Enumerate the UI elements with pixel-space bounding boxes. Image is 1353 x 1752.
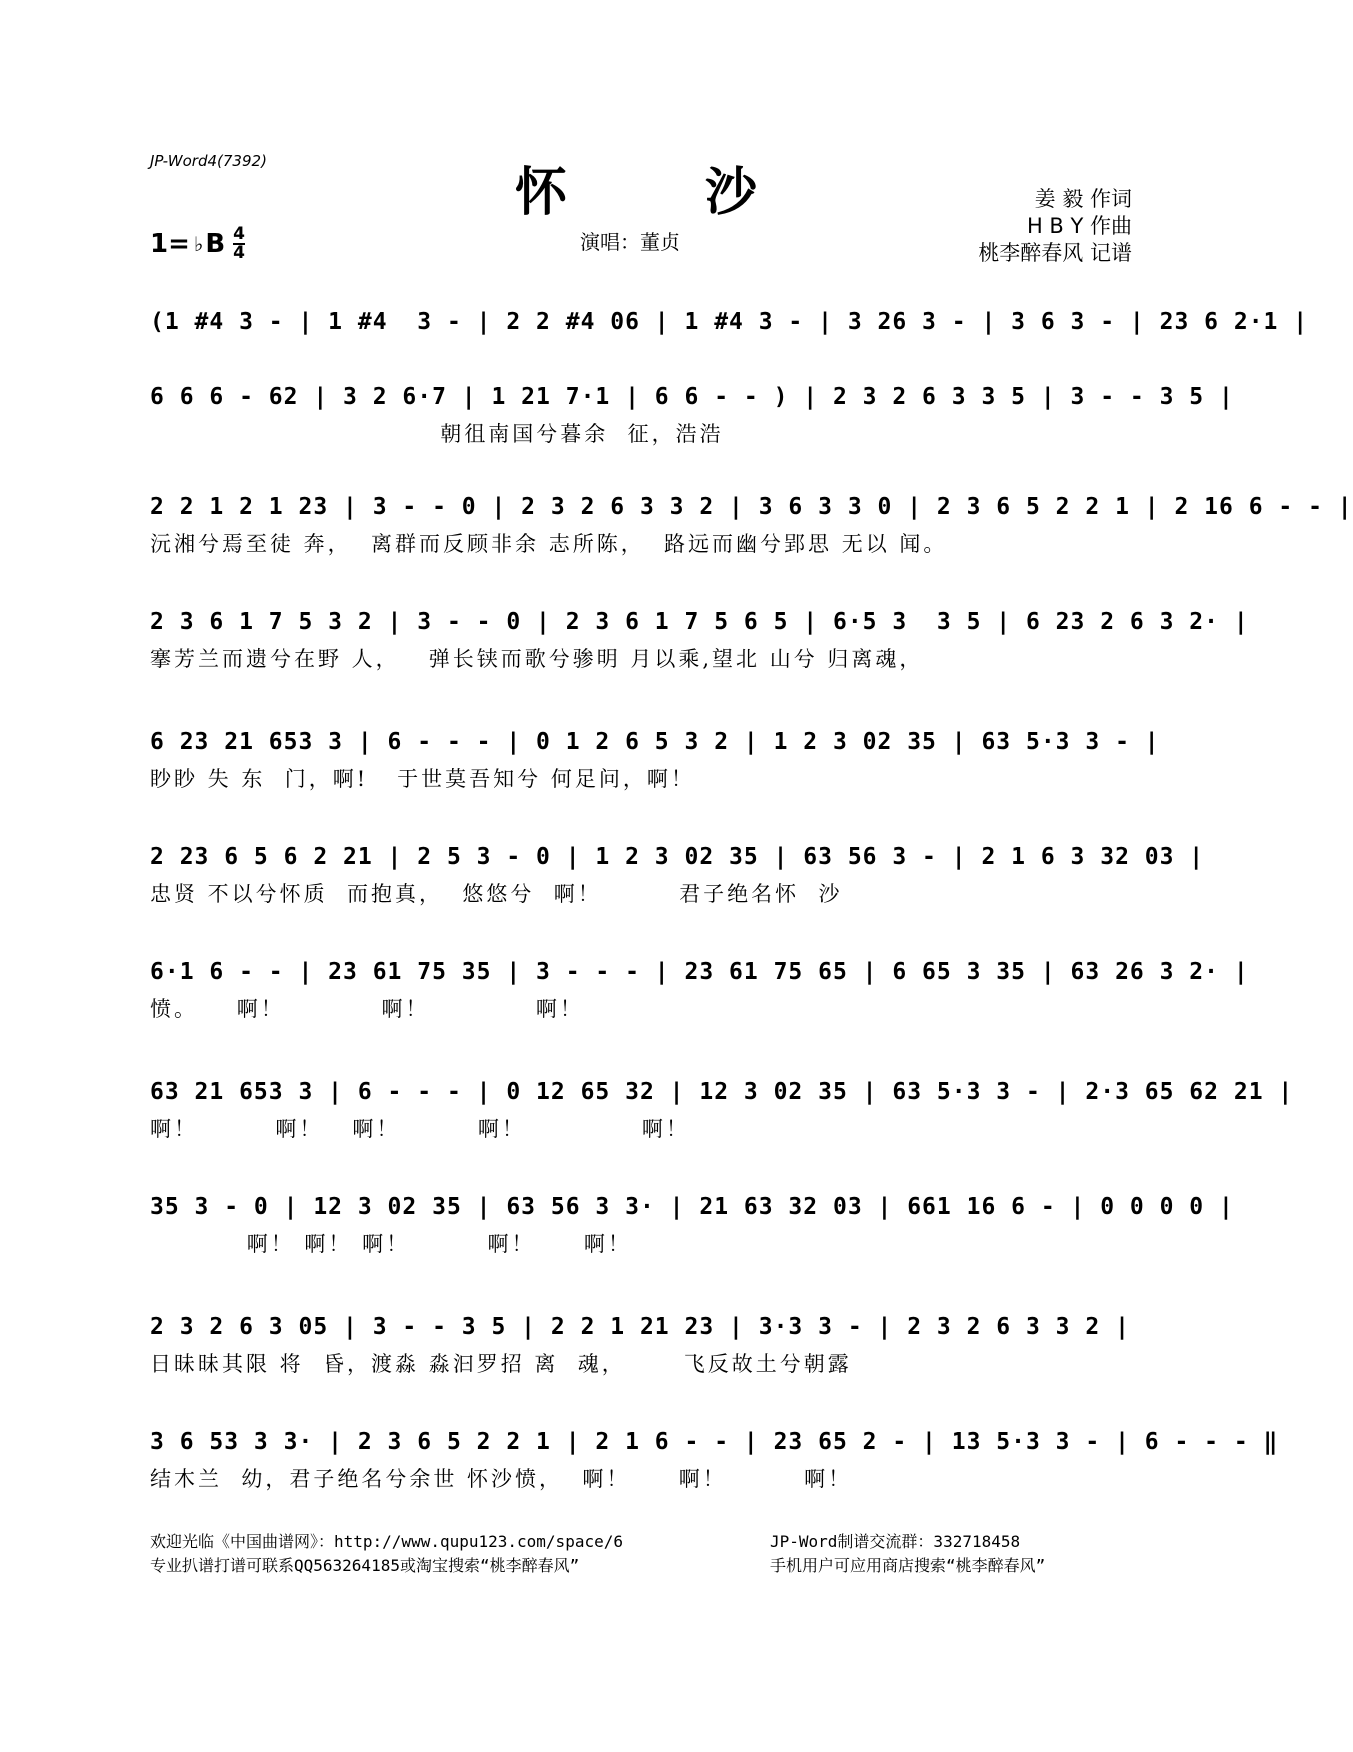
system-5 bbox=[150, 720, 1160, 794]
footer-website[interactable]: 欢迎光临《中国曲谱网》：http://www.qupu123.com/space/6 bbox=[150, 1532, 623, 1551]
flat-sign: ♭ bbox=[193, 232, 204, 256]
system-10 bbox=[150, 1305, 1128, 1379]
notation-line: 6 23 21 653 3 | 6 - - - | 0 1 2 6 5 3 2 | 1 2 3 02 35 | 63 5·3 3 - | bbox=[150, 729, 1160, 755]
lyric-line: 啊！ 啊！ 啊！ 啊！ 啊！ bbox=[150, 1232, 632, 1256]
system-11 bbox=[150, 1420, 1279, 1494]
lyric-line: 眇眇 失 东 门，啊! 于世莫吾知兮 何足问，啊！ bbox=[150, 767, 695, 791]
key-signature bbox=[150, 226, 245, 262]
lyric-line bbox=[150, 344, 1128, 374]
song-title: 怀 沙 bbox=[514, 162, 818, 223]
notation-line: 2 23 6 5 6 2 21 | 2 5 3 - 0 | 1 2 3 02 35 | 63 56 3 - | 2 1 6 3 32 03 | bbox=[150, 844, 1205, 870]
lyric-line: 沅湘兮焉至徒 奔， 离群而反顾非余 志所陈， 路远而幽兮郢思 无以 闻。 bbox=[150, 532, 948, 556]
system-9 bbox=[150, 1185, 1234, 1259]
lyric-line: 朝徂南国兮暮余 征，浩浩 bbox=[150, 422, 724, 446]
software-tag: JP-Word4(7392) bbox=[150, 152, 267, 170]
singer: 演唱：董贞 bbox=[580, 230, 680, 254]
credits bbox=[978, 186, 1132, 267]
notation-line: (1 #4 3 - | 1 #4 3 - | 2 2 #4 06 | 1 #4 3 - | 3 26 3 - | 3 6 3 - | 23 6 2·1 | bbox=[150, 309, 1309, 335]
system-4 bbox=[150, 600, 1249, 674]
lyric-line: 结木兰 幼，君子绝名兮余世 怀沙愤， 啊！ 啊！ 啊！ bbox=[150, 1467, 853, 1491]
transcriber-credit: 桃李醉春风 记谱 bbox=[978, 241, 1132, 265]
meter-top: 4 bbox=[233, 224, 245, 244]
lyricist-credit: 姜 毅 作词 bbox=[1034, 187, 1132, 211]
lyric-line: 搴芳兰而遗兮在野 人， 弹长铗而歌兮骖明 月以乘,望北 山兮 归离魂， bbox=[150, 647, 924, 671]
key-note: B bbox=[205, 229, 226, 259]
footer-app: 手机用户可应用商店搜索“桃李醉春风” bbox=[770, 1556, 1046, 1575]
notation-line: 35 3 - 0 | 12 3 02 35 | 63 56 3 3· | 21 63 32 03 | 661 16 6 - | 0 0 0 0 | bbox=[150, 1194, 1234, 1220]
system-6 bbox=[150, 835, 1205, 909]
lyric-line: 啊！ 啊！ 啊！ 啊！ 啊！ bbox=[150, 1117, 690, 1141]
lyric-line: 愤。 啊！ 啊！ 啊！ bbox=[150, 997, 584, 1021]
notation-line: 2 3 6 1 7 5 3 2 | 3 - - 0 | 2 3 6 1 7 5 6 5 | 6·5 3 3 5 | 6 23 2 6 3 2· | bbox=[150, 609, 1249, 635]
lyric-line: 忠贤 不以兮怀质 而抱真， 悠悠兮 啊！ 君子绝名怀 沙 bbox=[150, 882, 843, 906]
system-3 bbox=[150, 485, 1353, 559]
notation-line: 63 21 653 3 | 6 - - - | 0 12 65 32 | 12 3 02 35 | 63 5·3 3 - | 2·3 65 62 21 | bbox=[150, 1079, 1294, 1105]
footer-left bbox=[150, 1530, 623, 1578]
notation-line: 3 6 53 3 3· | 2 3 6 5 2 2 1 | 2 1 6 - - | 23 65 2 - | 13 5·3 3 - | 6 - - - ‖ bbox=[150, 1429, 1279, 1455]
system-7 bbox=[150, 950, 1249, 1024]
key-label: 1= bbox=[150, 229, 190, 259]
system-2 bbox=[150, 375, 1234, 449]
system-1 bbox=[150, 300, 1309, 374]
footer-group: JP-Word制谱交流群：332718458 bbox=[770, 1532, 1021, 1551]
notation-line: 2 3 2 6 3 05 | 3 - - 3 5 | 2 2 1 21 23 | 3·3 3 - | 2 3 2 6 3 3 2 | bbox=[150, 1314, 1130, 1340]
composer-credit: H B Y 作曲 bbox=[1026, 214, 1132, 238]
meter-bottom: 4 bbox=[233, 243, 245, 263]
notation-line: 6·1 6 - - | 23 61 75 35 | 3 - - - | 23 61 75 65 | 6 65 3 35 | 63 26 3 2· | bbox=[150, 959, 1249, 985]
system-8 bbox=[150, 1070, 1294, 1144]
footer-contact: 专业扒谱打谱可联系QQ563264185或淘宝搜索“桃李醉春风” bbox=[150, 1556, 580, 1575]
lyric-line: 日昧昧其限 将 昏，渡淼 淼汩罗招 离 魂， 飞反故土兮朝露 bbox=[150, 1352, 852, 1376]
footer-right bbox=[770, 1530, 1045, 1578]
notation-line: 2 2 1 2 1 23 | 3 - - 0 | 2 3 2 6 3 3 2 | 3 6 3 3 0 | 2 3 6 5 2 2 1 | 2 16 6 - - | bbox=[150, 494, 1353, 520]
notation-line: 6 6 6 - 62 | 3 2 6·7 | 1 21 7·1 | 6 6 - - ) | 2 3 2 6 3 3 5 | 3 - - 3 5 | bbox=[150, 384, 1234, 410]
time-signature bbox=[233, 226, 245, 262]
